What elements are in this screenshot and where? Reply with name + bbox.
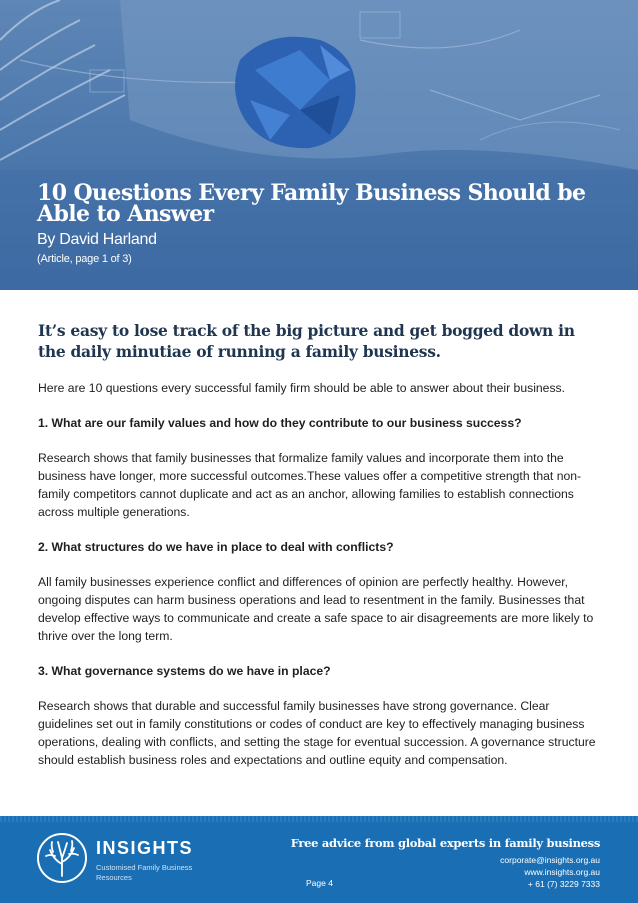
footer-texture	[0, 816, 638, 822]
page-footer	[0, 816, 638, 903]
tree-logo-icon	[36, 832, 88, 884]
logo-tagline: Customised Family Business Resources	[96, 863, 193, 882]
contact-website[interactable]: www.insights.org.au	[524, 867, 600, 877]
contact-email[interactable]: corporate@insights.org.au	[500, 855, 600, 865]
article-lead: It’s easy to lose track of the big picture and get bogged down in the daily minutiae of running a family business.	[38, 321, 575, 361]
article-author: By David Harland	[37, 231, 157, 248]
question-1: 1. What are our family values and how do they contribute to our business success?	[38, 416, 522, 430]
answer-2: All family businesses experience conflict and differences of opinion are perfectly healthy. However, ongoing disputes can harm business operations and lead to resentment in the family. Businesses that develop effective ways to communicate and create a safe space to air disagreements are more likely to thrive over the long term.	[38, 575, 594, 643]
article-title: 10 Questions Every Family Business Should be Able to Answer	[37, 180, 586, 227]
answer-1: Research shows that family businesses that formalize family values and incorporate them into the business have longer, more successful outcomes.These values offer a competitive strength that non-family competitors cannot duplicate and act as an anchor, allowing families to establish connections across multiple generations.	[38, 451, 582, 519]
article-page-note: (Article, page 1 of 3)	[37, 253, 132, 265]
question-3: 3. What governance systems do we have in place?	[38, 664, 331, 678]
footer-headline: Free advice from global experts in family business	[290, 836, 600, 850]
hero-text	[37, 180, 617, 265]
logo-wordmark: INSIGHTS	[96, 838, 194, 858]
answer-3: Research shows that durable and successful family businesses have strong governance. Clear guidelines set out in family constitutions or codes of conduct are key to effectively managing business operations, dealing with conflicts, and setting the stage for eventual succession. A governance structure should establish business roles and expectations and outline equity and compensation.	[38, 699, 596, 767]
question-2: 2. What structures do we have in place to deal with conflicts?	[38, 540, 394, 554]
hero-banner	[0, 0, 638, 290]
page-number: Page 4	[306, 878, 333, 888]
article-intro: Here are 10 questions every successful family firm should be able to answer about their business.	[38, 381, 566, 395]
footer-contact	[500, 854, 600, 890]
contact-phone: + 61 (7) 3229 7333	[527, 879, 600, 889]
article-body	[38, 320, 606, 769]
